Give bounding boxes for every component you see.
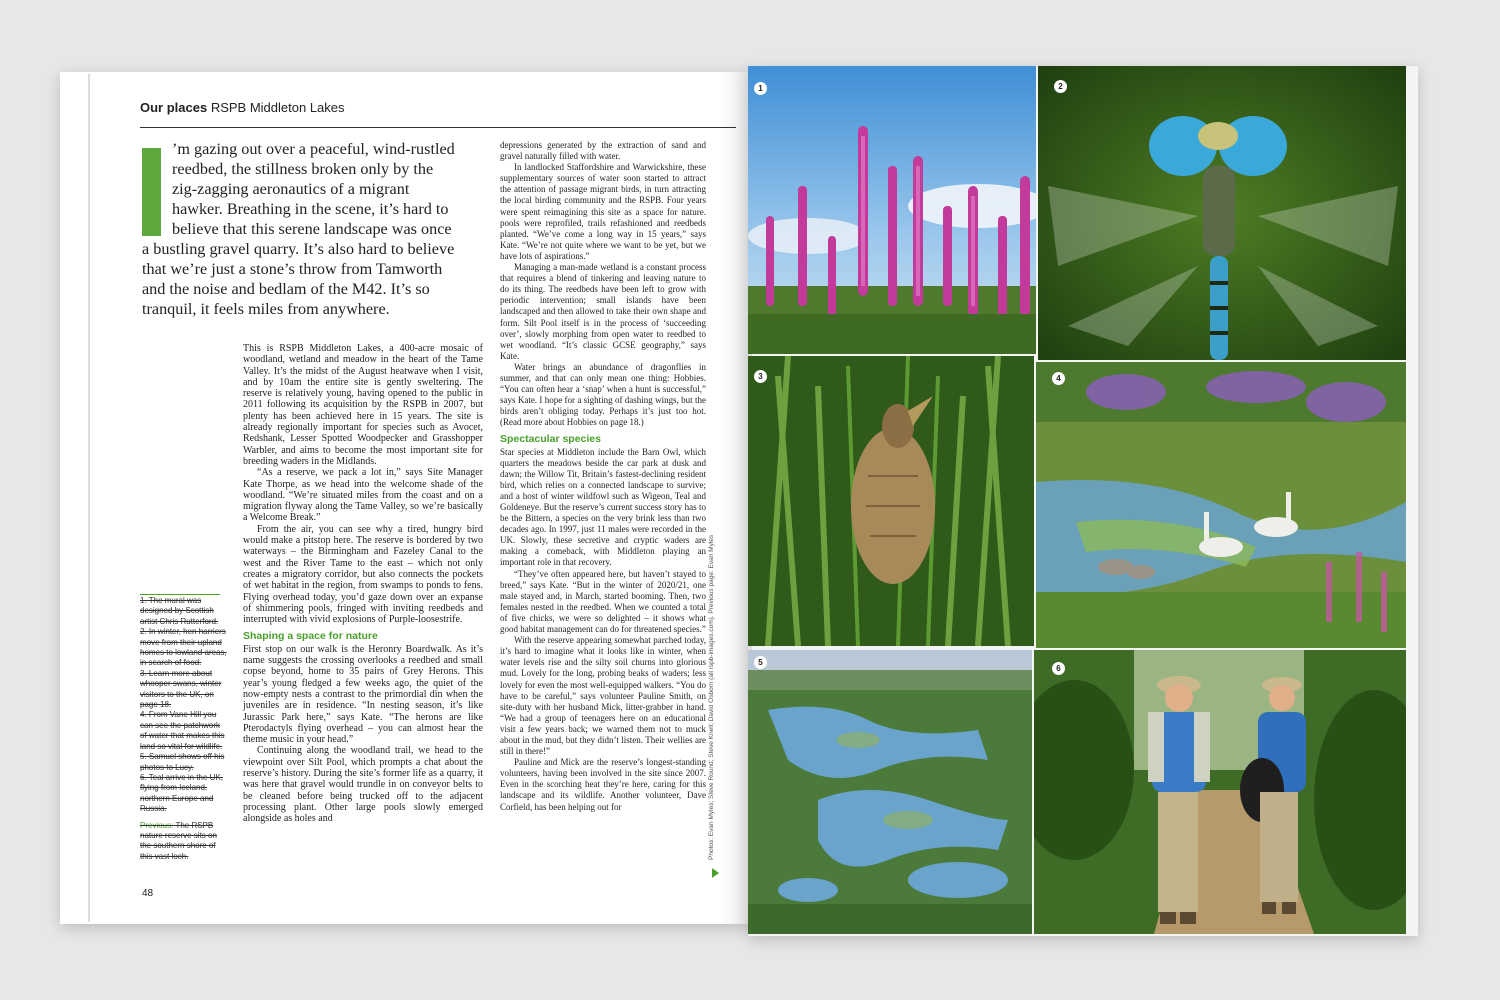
photo-4 [1036, 362, 1406, 648]
intro-line: that we’re just a stone’s throw from Tamworth [142, 260, 443, 278]
caption: 1. The mural was designed by Scottish artist Chris Rutterford. [140, 596, 219, 626]
body-paragraph: “As a reserve, we pack a lot in,” says Site Manager Kate Thorpe, as we head into the welcome shade of the woodland. “We’re situated miles from the coast and on a migration flyway along the Tame Valley, so we’re basically a Welcome Break.” [243, 467, 483, 524]
intro-line: hawker. Breathing in the scene, it’s hard to [172, 200, 449, 218]
intro-line: zig-zagging aeronautics of a migrant [172, 180, 410, 198]
caption-rule [140, 594, 220, 595]
body-paragraph: Star species at Middleton include the Barn Owl, which quarters the meadows beside the car park at dusk and dawn; the Willow Tit, Britain’s fastest-declining resident bird, which relies on a connected landscape to survive; and a host of winter wildfowl such as Wigeon, Teal and Goldeneye. But the reserve’s current success story has to be the Bittern, a species on the very brink less than two decades ago. In 1997, just 11 males were recorded in the UK. Slowly, these secretive and cryptic waders are making a comeback, with Middleton playing an important role in that recovery. [500, 446, 706, 568]
body-column-1 [243, 343, 483, 824]
photo-number: 3 [754, 370, 767, 383]
section-label: Our places [140, 100, 208, 115]
body-paragraph: First stop on our walk is the Heronry Boardwalk. As it’s name suggests the crossing overlooks a reedbed and small copse beyond, home to 35 pairs of Grey Herons. This year’s young fledged a few weeks ago, the quiet of the now-empty nests a contrast to the primordial din when the juveniles are in residence. “In nesting season, it’s like Jurassic Park here,” says Kate. “The herons are like Pterodactyls flying overhead – you can almost hear the theme music in your head.” [243, 643, 483, 746]
body-column-2 [500, 140, 706, 813]
caption: 4. From Vane Hill you can see the patchwork of water that makes this land so vital for wildlife. [140, 710, 225, 751]
photo-number: 1 [754, 82, 767, 95]
photo-5 [748, 650, 1032, 934]
page-header [140, 100, 345, 115]
intro-line: ’m gazing out over a peaceful, wind-rustled [172, 140, 455, 158]
caption: 3. Learn more about whooper swans, winter visitors to the UK, on page 18. [140, 668, 222, 710]
page-edge [88, 74, 90, 922]
body-paragraph: This is RSPB Middleton Lakes, a 400-acre mosaic of woodland, wetland and meadow in the heart of the Tame Valley. It’s the midst of the August heatwave when I visit, and by 10am the entire site is gently sweltering. The reserve is relatively young, having opened to the public in 2011 following its acquisition by the RSPB in 2007, but plenty has been achieved here in 15 years. The site is already regionally important for species such as Avocet, Redshank, Lesser Spotted Woodpecker and Grasshopper Warbler, and aims to become the most important site for breeding waders in the Midlands. [243, 343, 483, 467]
body-paragraph: Managing a man-made wetland is a constant process that requires a blend of tinkering and leaving nature to do its thing. The reedbeds have been left to grow with periodic intervention; small islands have been landscaped and then allowed to take their own shape and form. Silt Pool itself is in the process of ‘succeeding over’, slowly morphing from open water to reedbed to wet woodland. “It’s classic GCSE geography,” says Kate. [500, 262, 706, 361]
photo-captions [140, 596, 228, 870]
previous-label: Previous: [140, 820, 174, 830]
intro-line: and the noise and bedlam of the M42. It’s so [142, 280, 430, 298]
intro-line: believe that this serene landscape was once [172, 220, 452, 238]
body-paragraph: depressions generated by the extraction of sand and gravel naturally filled with water. [500, 140, 706, 162]
caption: 2. In winter, hen harriers move from their upland homes to lowland areas, in search of food. [140, 627, 227, 668]
page-number: 48 [142, 888, 154, 899]
subheading: Shaping a space for nature [243, 630, 378, 643]
body-paragraph: In landlocked Staffordshire and Warwickshire, these supplementary sources of water soon started to attract the attention of passage migrant birds, in turn attracting the local birding community and the RSPB. Four years were spent reimagining this site as a space for nature. pools were reprofiled, trails refashioned and reedbeds planted. “We’ve come a long way in 15 years,” says Kate. “We’re not quite where we want to be yet, but we have lots of aspirations.” [500, 162, 706, 261]
body-paragraph: Water brings an abundance of dragonflies in summer, and that can only mean one thing: Hobbies. “You can often hear a ‘snap’ when a hunt is successful,” says Kate. I hope for a sighting of dashing wings, but the birds aren’t obliging today. Perhaps it’s just too hot. (Read more about Hobbies on page 18.) [500, 361, 706, 428]
body-paragraph: With the reserve appearing somewhat parched today, it’s hard to imagine what it looks like in winter, when water levels rise and the silty soil churns into glorious mud. Lovely for the long, probing beaks of waders; less lovely for even the most well-equipped walkers. “You do have to be careful,” says volunteer Pauline Smith, on site-duty with her husband Mick, litter-grabber in hand. “We had a group of teenagers here on an educational visit a few years back; we warned them not to muck about in the mud, but they didn’t listen. Their wellies are still in there!” [500, 635, 706, 757]
photo-credit: Photos: Evan Myles; Steve Round; Steve Knell; David Osborn (all rspb-images.com). Previous page: Evan Myles [708, 534, 715, 860]
previous-text: The RSPB nature reserve sits on the southern shore of this vast loch. [140, 820, 217, 861]
intro-line: reedbed, the stillness broken only by the [172, 160, 434, 178]
body-paragraph: Pauline and Mick are the reserve’s longest-standing volunteers, having been involved in the site since 2007. Even in the scorching heat they’re here, caring for this landscape and its wildlife. Another volunteer, Dave Corfield, has been helping out for [500, 757, 706, 812]
photo-3 [748, 356, 1034, 646]
end-mark-icon [712, 868, 719, 878]
photo-1 [748, 66, 1036, 354]
photo-6 [1034, 650, 1406, 934]
photo-number: 4 [1052, 372, 1065, 385]
body-paragraph: From the air, you can see why a tired, hungry bird would make a pitstop here. The reserve is bordered by two waterways – the Birmingham and Fazeley Canal to the west and the River Tame to the east – which not only creates a migratory corridor, but also connects the pockets of wet habitat in the region, from swamps to ponds to fens. Flying overhead today, you’d gaze down over an expanse of shimmering pools, fringed with inviting reedbeds and interrupted with vivid explosions of Purple-loosestrife. [243, 523, 483, 626]
photo-2 [1038, 66, 1406, 360]
previous-caption [140, 821, 228, 863]
body-paragraph: “They’ve often appeared here, but haven’t stayed to breed,” says Kate. “But in the winter of 2020/21, one male stayed and, in March, started booming. Then, two females nested in the reedbed. When we counted a total of five chicks, we were so delighted – it shows what good habitat management can do for threatened species.” [500, 568, 706, 635]
body-paragraph: Continuing along the woodland trail, we head to the viewpoint over Silt Pool, which prompts a chat about the reserve’s history. During the site’s former life as a quarry, it was here that gravel would trundle in on conveyor belts to be cleaned before being trucked off to the adjacent processing plant. Other large pools slowly emerged alongside as holes and [243, 745, 483, 825]
photo-number: 5 [754, 656, 767, 669]
intro-paragraph [142, 140, 492, 320]
photo-number: 6 [1052, 662, 1065, 675]
location-title: RSPB Middleton Lakes [210, 100, 345, 115]
header-rule [140, 127, 736, 128]
subheading: Spectacular species [500, 433, 601, 446]
caption: 5. Samuel shows off his photos to Lucy. [140, 752, 225, 772]
intro-line: tranquil, it feels miles from anywhere. [142, 300, 390, 318]
caption: 6. Teal arrive in the UK, flying from Iceland, northern Europe and Russia. [140, 772, 224, 814]
photo-number: 2 [1054, 80, 1067, 93]
intro-line: a bustling gravel quarry. It’s also hard to believe [142, 240, 455, 258]
